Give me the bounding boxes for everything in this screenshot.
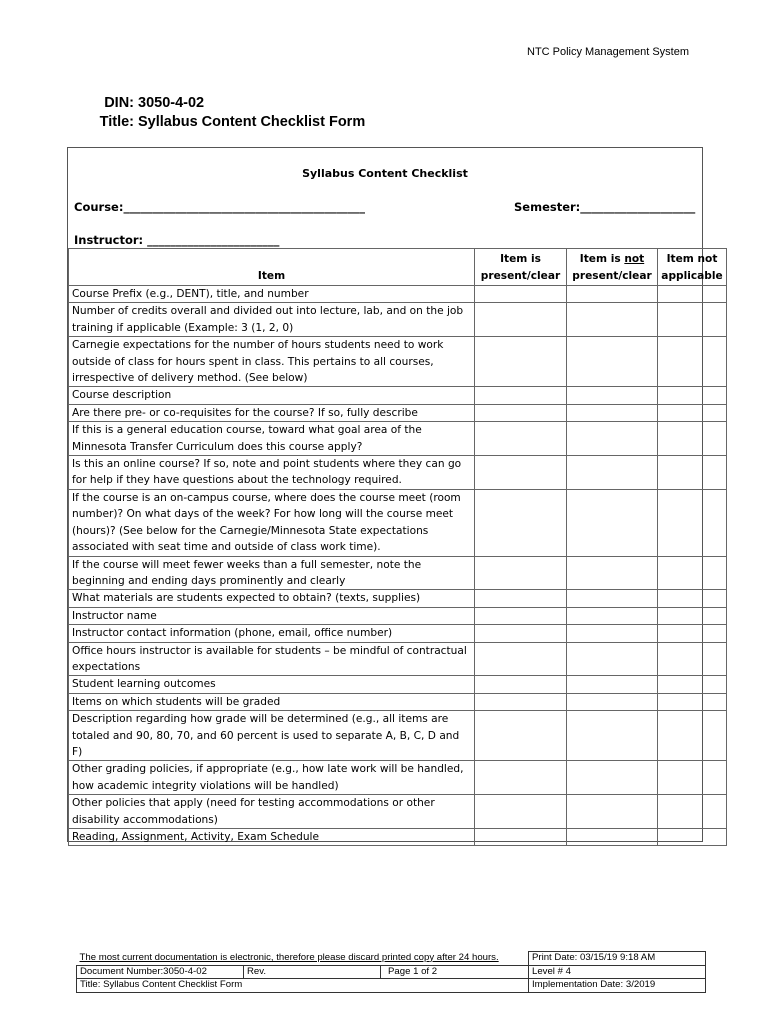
item-text: Is this an online course? If so, note and point students where they can go for help if they have questions about the technology required.	[69, 456, 475, 490]
not-applicable-cell[interactable]	[658, 761, 727, 795]
not-applicable-cell[interactable]	[658, 711, 727, 761]
present-cell[interactable]	[475, 607, 567, 624]
item-text: Instructor contact information (phone, email, office number)	[69, 625, 475, 642]
item-text: If the course will meet fewer weeks than a full semester, note the beginning and ending days prominently and clearly	[69, 556, 475, 590]
present-cell[interactable]	[475, 387, 567, 404]
table-row	[69, 829, 727, 846]
present-cell[interactable]	[475, 761, 567, 795]
not-applicable-cell[interactable]	[658, 590, 727, 607]
table-header-row	[69, 249, 727, 286]
not-present-cell[interactable]	[567, 456, 658, 490]
present-cell[interactable]	[475, 422, 567, 456]
semester-field[interactable]: Semester:____________________	[514, 200, 696, 214]
item-text: If the course is an on-campus course, where does the course meet (room number)? On what days of the week? For how long will the course meet (hours)? (See below for the Carnegie/Minnesota State expectations associated with seat time and outside of class work time).	[69, 489, 475, 556]
din-value: 3050-4-02	[138, 95, 205, 111]
present-cell[interactable]	[475, 642, 567, 676]
not-applicable-cell[interactable]	[658, 795, 727, 829]
table-row	[69, 642, 727, 676]
not-present-cell[interactable]	[567, 761, 658, 795]
system-name: NTC Policy Management System	[527, 46, 689, 58]
din-row	[90, 94, 365, 113]
not-applicable-cell[interactable]	[658, 286, 727, 303]
document-footer	[76, 951, 706, 993]
not-present-cell[interactable]	[567, 590, 658, 607]
table-row	[69, 625, 727, 642]
not-present-cell[interactable]	[567, 489, 658, 556]
item-text: Instructor name	[69, 607, 475, 624]
table-row	[69, 456, 727, 490]
document-header	[90, 94, 365, 132]
column-header-item: Item	[69, 249, 475, 286]
not-applicable-cell[interactable]	[658, 625, 727, 642]
din-label: DIN:	[104, 95, 134, 111]
not-present-cell[interactable]	[567, 711, 658, 761]
footer-implementation-date: Implementation Date: 3/2019	[529, 979, 706, 993]
table-row	[69, 607, 727, 624]
item-text: Office hours instructor is available for students – be mindful of contractual expectations	[69, 642, 475, 676]
table-row	[69, 590, 727, 607]
table-row	[69, 303, 727, 337]
course-field[interactable]: Course:__________________________________________	[74, 200, 365, 214]
not-applicable-cell[interactable]	[658, 642, 727, 676]
present-cell[interactable]	[475, 795, 567, 829]
present-cell[interactable]	[475, 489, 567, 556]
item-text: Number of credits overall and divided out into lecture, lab, and on the job training if applicable (Example: 3 (1, 2, 0)	[69, 303, 475, 337]
not-present-cell[interactable]	[567, 556, 658, 590]
item-text: Student learning outcomes	[69, 676, 475, 693]
table-row	[69, 286, 727, 303]
item-text: What materials are students expected to obtain? (texts, supplies)	[69, 590, 475, 607]
item-text: Other policies that apply (need for testing accommodations or other disability accommodations)	[69, 795, 475, 829]
table-row	[69, 711, 727, 761]
checklist-table	[68, 248, 727, 846]
not-applicable-cell[interactable]	[658, 489, 727, 556]
item-text: Course Prefix (e.g., DENT), title, and number	[69, 286, 475, 303]
title-row	[90, 113, 365, 132]
title-label: Title:	[99, 114, 134, 130]
not-present-cell[interactable]	[567, 607, 658, 624]
present-cell[interactable]	[475, 829, 567, 846]
present-cell[interactable]	[475, 676, 567, 693]
table-row	[69, 693, 727, 710]
not-present-cell[interactable]	[567, 387, 658, 404]
footer-title: Title: Syllabus Content Checklist Form	[77, 979, 529, 993]
instructor-field[interactable]: Instructor: _______________________	[74, 233, 280, 247]
table-row	[69, 404, 727, 421]
present-cell[interactable]	[475, 693, 567, 710]
not-present-cell[interactable]	[567, 303, 658, 337]
item-text: If this is a general education course, toward what goal area of the Minnesota Transfer Curriculum does this course apply?	[69, 422, 475, 456]
footer-table	[76, 951, 706, 993]
present-cell[interactable]	[475, 337, 567, 387]
not-applicable-cell[interactable]	[658, 693, 727, 710]
present-cell[interactable]	[475, 625, 567, 642]
not-present-cell[interactable]	[567, 795, 658, 829]
not-applicable-cell[interactable]	[658, 676, 727, 693]
table-row	[69, 676, 727, 693]
present-cell[interactable]	[475, 556, 567, 590]
not-applicable-cell[interactable]	[658, 829, 727, 846]
not-applicable-cell[interactable]	[658, 556, 727, 590]
not-applicable-cell[interactable]	[658, 607, 727, 624]
column-header-not-applicable: Item not applicable	[658, 249, 727, 286]
present-cell[interactable]	[475, 711, 567, 761]
not-applicable-cell[interactable]	[658, 404, 727, 421]
item-text: Course description	[69, 387, 475, 404]
present-cell[interactable]	[475, 590, 567, 607]
item-text: Other grading policies, if appropriate (e.g., how late work will be handled, how academic integrity violations will be handled)	[69, 761, 475, 795]
footer-print-date: Print Date: 03/15/19 9:18 AM	[529, 952, 706, 966]
not-present-cell[interactable]	[567, 676, 658, 693]
not-present-cell[interactable]	[567, 286, 658, 303]
footer-level: Level # 4	[529, 965, 706, 979]
not-present-cell[interactable]	[567, 642, 658, 676]
checklist-heading: Syllabus Content Checklist	[302, 167, 468, 180]
item-text: Are there pre- or co-requisites for the course? If so, fully describe	[69, 404, 475, 421]
table-row	[69, 795, 727, 829]
item-text: Items on which students will be graded	[69, 693, 475, 710]
table-row	[69, 337, 727, 387]
table-row	[69, 761, 727, 795]
table-row	[69, 556, 727, 590]
footer-page: Page 1 of 2	[381, 965, 529, 979]
footer-notice: The most current documentation is electronic, therefore please discard printed copy after 24 hours.	[77, 952, 529, 966]
not-applicable-cell[interactable]	[658, 303, 727, 337]
not-applicable-cell[interactable]	[658, 456, 727, 490]
not-present-cell[interactable]	[567, 625, 658, 642]
not-present-cell[interactable]	[567, 829, 658, 846]
column-header-present: Item is present/clear	[475, 249, 567, 286]
item-text: Carnegie expectations for the number of hours students need to work outside of class for hours spent in class. This pertains to all courses, irrespective of delivery method. (See below)	[69, 337, 475, 387]
footer-rev: Rev.	[244, 965, 381, 979]
item-text: Reading, Assignment, Activity, Exam Schedule	[69, 829, 475, 846]
not-present-cell[interactable]	[567, 337, 658, 387]
column-header-not-present: Item is not present/clear	[567, 249, 658, 286]
footer-document-number: Document Number:3050-4-02	[77, 965, 244, 979]
not-applicable-cell[interactable]	[658, 422, 727, 456]
table-row	[69, 422, 727, 456]
present-cell[interactable]	[475, 456, 567, 490]
not-present-cell[interactable]	[567, 404, 658, 421]
table-row	[69, 489, 727, 556]
not-applicable-cell[interactable]	[658, 337, 727, 387]
present-cell[interactable]	[475, 404, 567, 421]
table-row	[69, 387, 727, 404]
present-cell[interactable]	[475, 303, 567, 337]
item-text: Description regarding how grade will be determined (e.g., all items are totaled and 90, 80, 70, and 60 percent is used to separate A, B, C, D and F)	[69, 711, 475, 761]
not-present-cell[interactable]	[567, 422, 658, 456]
not-present-cell[interactable]	[567, 693, 658, 710]
title-value: Syllabus Content Checklist Form	[138, 114, 366, 130]
not-applicable-cell[interactable]	[658, 387, 727, 404]
present-cell[interactable]	[475, 286, 567, 303]
